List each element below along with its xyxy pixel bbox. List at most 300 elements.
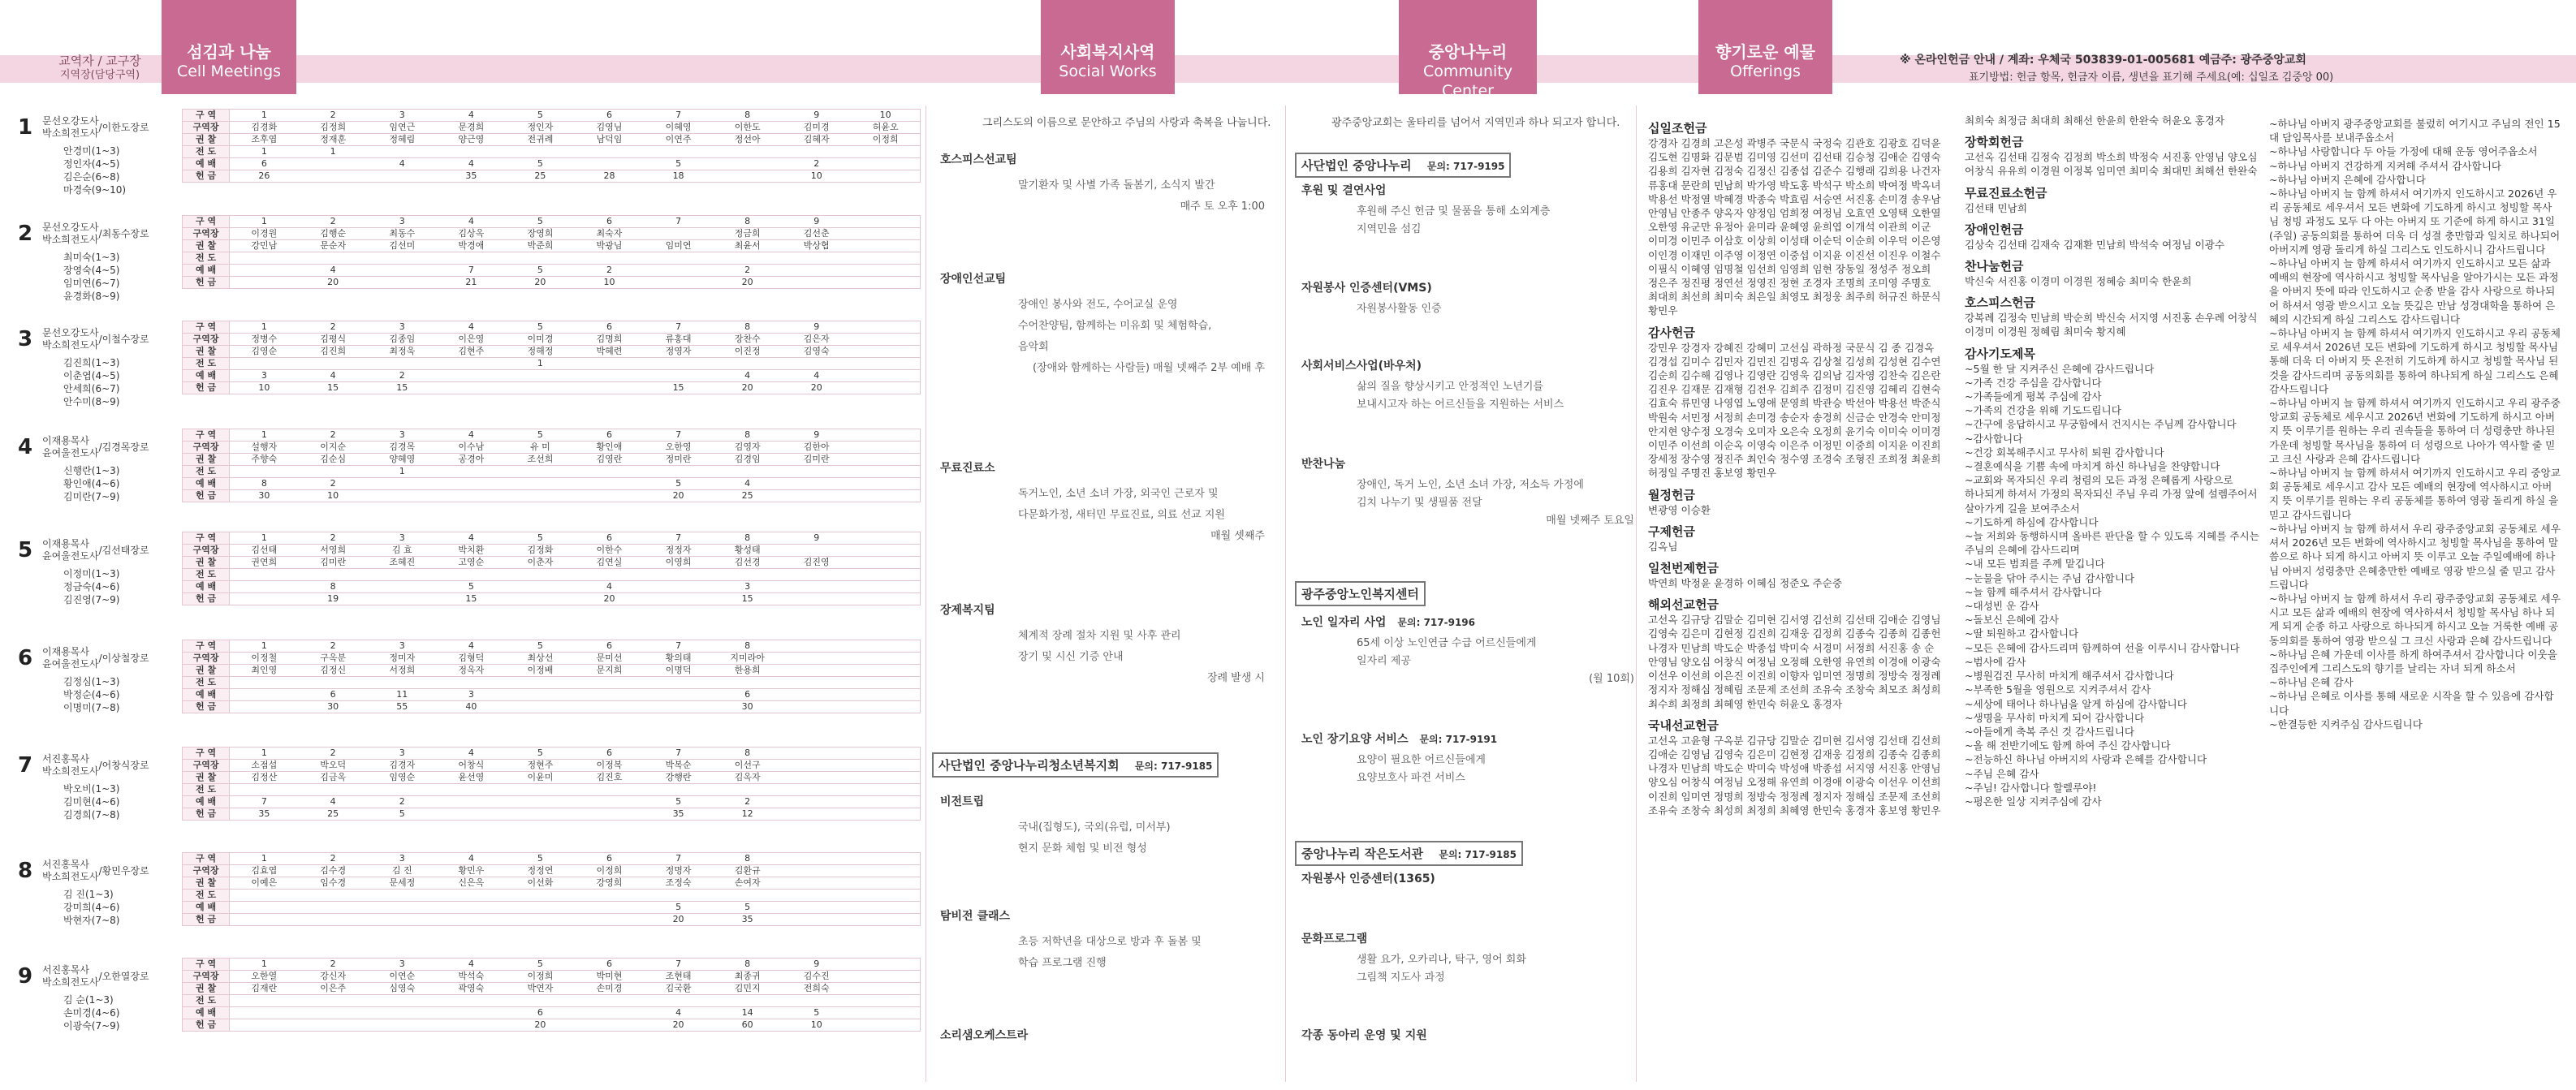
table-cell bbox=[506, 478, 575, 490]
leader-elder: /오한열장로 bbox=[98, 971, 149, 982]
table-cell: 양근영 bbox=[437, 134, 506, 146]
table-cell bbox=[506, 914, 575, 926]
cc-item-desc: 자원봉사활동 인증 bbox=[1357, 303, 1442, 315]
cc-item-title bbox=[1301, 614, 1634, 630]
table-cell: 20 bbox=[299, 277, 368, 289]
org-name: 중앙나누리 작은도서관 bbox=[1301, 847, 1424, 861]
table-cell: 설행자 bbox=[230, 442, 299, 454]
table-cell: 4 bbox=[437, 110, 506, 122]
cell-section bbox=[18, 215, 919, 319]
leader-elder: /최동수장로 bbox=[98, 228, 149, 239]
table-cell bbox=[851, 442, 920, 454]
table-cell: 10 bbox=[851, 110, 920, 122]
table-cell bbox=[782, 265, 851, 277]
section-number: 5 bbox=[18, 538, 33, 562]
table-cell bbox=[575, 382, 644, 394]
table-cell: 20 bbox=[506, 277, 575, 289]
table-cell: 8 bbox=[713, 532, 782, 545]
table-cell: 6 bbox=[575, 853, 644, 865]
table-cell bbox=[506, 677, 575, 689]
row-label: 헌 금 bbox=[183, 914, 230, 926]
table-cell: 1 bbox=[230, 747, 299, 760]
table-cell: 20 bbox=[575, 593, 644, 605]
section-number: 2 bbox=[18, 222, 33, 246]
table-cell bbox=[368, 784, 437, 796]
table-cell: 김옥자 bbox=[713, 772, 782, 784]
table-cell bbox=[368, 593, 437, 605]
table-cell bbox=[851, 466, 920, 478]
table-cell: 정정연 bbox=[506, 865, 575, 877]
cell-table bbox=[182, 109, 921, 183]
table-cell: 5 bbox=[782, 1007, 851, 1019]
table-cell: 4 bbox=[299, 370, 368, 382]
table-cell: 3 bbox=[368, 640, 437, 653]
section-leader bbox=[42, 327, 188, 351]
row-label: 예 배 bbox=[183, 265, 230, 277]
table-cell: 9 bbox=[782, 110, 851, 122]
table-cell: 김영란 bbox=[575, 454, 644, 466]
table-cell: 55 bbox=[368, 701, 437, 713]
table-cell bbox=[851, 454, 920, 466]
cc-item-title: 자원봉사 인증센터(VMS) bbox=[1301, 282, 1432, 295]
table-cell: 2 bbox=[368, 796, 437, 808]
cell-table bbox=[182, 215, 921, 289]
table-cell bbox=[851, 158, 920, 170]
section-number: 3 bbox=[18, 327, 33, 351]
table-cell bbox=[782, 593, 851, 605]
table-cell bbox=[782, 689, 851, 701]
table-cell bbox=[851, 701, 920, 713]
offering-names: 최희숙 최정금 최대희 최해선 한윤희 한완숙 허윤오 홍경자 bbox=[1965, 114, 2224, 127]
row-label: 헌 금 bbox=[183, 808, 230, 821]
table-cell: 김영자 bbox=[713, 442, 782, 454]
row-label: 전 도 bbox=[183, 146, 230, 158]
sw-item-schedule: 매월 셋째주 bbox=[1210, 530, 1265, 542]
table-cell: 조후엽 bbox=[230, 134, 299, 146]
table-row bbox=[183, 429, 921, 442]
table-cell: 10 bbox=[782, 170, 851, 183]
leader-pastors: 문선오강도사 박소희전도사 bbox=[42, 222, 99, 245]
leader-elder: /황민우장로 bbox=[98, 865, 149, 877]
table-cell: 이정철 bbox=[230, 653, 299, 665]
table-cell: 4 bbox=[437, 640, 506, 653]
table-cell: 김선경 bbox=[713, 557, 782, 569]
table-cell: 이연주 bbox=[644, 134, 713, 146]
table-cell bbox=[782, 466, 851, 478]
table-cell bbox=[368, 569, 437, 581]
table-cell: 2 bbox=[782, 158, 851, 170]
offering-names: 강복례 김정숙 민남희 박순희 박신숙 서지영 서진홍 손우례 어창식 이경미 이경원 정혜림 최미숙 황지혜 bbox=[1965, 312, 2258, 338]
table-cell bbox=[506, 146, 575, 158]
section-number: 6 bbox=[18, 646, 33, 670]
row-label: 예 배 bbox=[183, 796, 230, 808]
table-cell bbox=[644, 228, 713, 240]
table-cell: 박경애 bbox=[437, 240, 506, 252]
table-cell bbox=[437, 252, 506, 265]
table-cell: 정선아 bbox=[713, 134, 782, 146]
row-label: 구역장 bbox=[183, 760, 230, 772]
table-cell: 김금옥 bbox=[299, 772, 368, 784]
table-cell bbox=[230, 890, 299, 902]
table-cell: 8 bbox=[713, 640, 782, 653]
leader-elder: /이철수장로 bbox=[98, 334, 149, 345]
table-cell: 손여자 bbox=[713, 877, 782, 890]
cell-section bbox=[18, 532, 919, 635]
table-cell: 이정희 bbox=[851, 134, 920, 146]
table-cell: 김미란 bbox=[782, 454, 851, 466]
row-label: 권 찰 bbox=[183, 877, 230, 890]
table-cell: 김명희 bbox=[575, 334, 644, 346]
table-cell: 5 bbox=[644, 478, 713, 490]
row-label: 구역장 bbox=[183, 442, 230, 454]
cc-item-sponsorship bbox=[1301, 182, 1634, 239]
table-cell bbox=[575, 252, 644, 265]
table-cell bbox=[713, 158, 782, 170]
youth-welfare-phone: 문의: 717-9185 bbox=[1134, 760, 1213, 772]
table-cell: 35 bbox=[713, 914, 782, 926]
table-cell bbox=[782, 146, 851, 158]
table-cell: 19 bbox=[299, 593, 368, 605]
table-cell bbox=[368, 478, 437, 490]
table-cell: 강신자 bbox=[299, 971, 368, 983]
table-cell bbox=[368, 1019, 437, 1032]
cc-item-clubs bbox=[1301, 1027, 1634, 1048]
table-row bbox=[183, 1007, 921, 1019]
table-cell: 21 bbox=[437, 277, 506, 289]
table-cell: 김혜자 bbox=[782, 134, 851, 146]
table-cell: 이한수 bbox=[575, 545, 644, 557]
table-cell: 구옥분 bbox=[299, 653, 368, 665]
table-cell: 6 bbox=[575, 429, 644, 442]
table-cell: 6 bbox=[575, 640, 644, 653]
table-cell bbox=[644, 370, 713, 382]
table-cell: 9 bbox=[782, 216, 851, 228]
table-cell bbox=[851, 784, 920, 796]
table-cell bbox=[437, 677, 506, 689]
table-cell: 3 bbox=[368, 216, 437, 228]
section-number: 7 bbox=[18, 753, 33, 778]
table-cell: 40 bbox=[437, 701, 506, 713]
table-cell: 정해정 bbox=[506, 346, 575, 358]
table-cell: 5 bbox=[506, 747, 575, 760]
table-cell: 김연실 bbox=[575, 557, 644, 569]
table-cell: 6 bbox=[575, 216, 644, 228]
table-cell: 4 bbox=[713, 370, 782, 382]
table-cell: 서영희 bbox=[299, 545, 368, 557]
section-leader bbox=[42, 222, 188, 246]
sw-item-title: 장애인선교팀 bbox=[940, 273, 1007, 286]
table-cell: 18 bbox=[644, 170, 713, 183]
table-cell: 윤선영 bbox=[437, 772, 506, 784]
table-cell bbox=[368, 677, 437, 689]
table-cell: 김진희 bbox=[299, 346, 368, 358]
table-cell: 3 bbox=[437, 689, 506, 701]
table-cell: 문미선 bbox=[575, 653, 644, 665]
table-cell: 김현주 bbox=[437, 346, 506, 358]
table-cell: 25 bbox=[299, 808, 368, 821]
sw-item-title: 소리샘오케스트라 bbox=[940, 1029, 1029, 1042]
table-cell: 이지순 bbox=[299, 442, 368, 454]
cc-item-1365 bbox=[1301, 870, 1634, 891]
table-cell bbox=[644, 677, 713, 689]
cell-table bbox=[182, 852, 921, 926]
table-cell: 7 bbox=[644, 110, 713, 122]
table-cell bbox=[644, 995, 713, 1007]
table-cell: 정혜림 bbox=[368, 134, 437, 146]
org-phone: 문의: 717-9195 bbox=[1426, 161, 1505, 172]
row-label: 권 찰 bbox=[183, 665, 230, 677]
table-cell: 김정화 bbox=[506, 545, 575, 557]
table-cell: 김수경 bbox=[299, 865, 368, 877]
table-cell: 20 bbox=[713, 382, 782, 394]
table-cell: 황의태 bbox=[644, 653, 713, 665]
table-cell bbox=[437, 478, 506, 490]
table-cell bbox=[230, 593, 299, 605]
table-cell bbox=[851, 689, 920, 701]
table-cell bbox=[506, 689, 575, 701]
table-cell: 임수경 bbox=[299, 877, 368, 890]
offering-heading: 국내선교헌금 bbox=[1648, 717, 1719, 733]
table-cell bbox=[713, 358, 782, 370]
table-cell bbox=[851, 865, 920, 877]
row-label: 전 도 bbox=[183, 784, 230, 796]
table-row bbox=[183, 760, 921, 772]
table-cell: 4 bbox=[575, 581, 644, 593]
table-cell bbox=[575, 689, 644, 701]
table-cell bbox=[230, 358, 299, 370]
table-row bbox=[183, 122, 921, 134]
sw-item-desc: 말기환자 및 사별 가족 돌봄기, 소식지 발간 bbox=[1018, 179, 1215, 192]
table-cell bbox=[506, 701, 575, 713]
table-cell: 김정신 bbox=[299, 665, 368, 677]
offering-names: 김상숙 김선태 김재숙 김재환 민남희 박석숙 여정님 이광수 bbox=[1965, 238, 2224, 251]
cell-table bbox=[182, 532, 921, 605]
table-cell bbox=[851, 640, 920, 653]
table-cell: 유 미 bbox=[506, 442, 575, 454]
tab-ko: 중앙나누리 bbox=[1428, 42, 1508, 62]
section-district-leaders: 김진희(1~3) 이춘엽(4~5) 안세희(6~7) 안수미(8~9) bbox=[63, 357, 120, 407]
row-label: 전 도 bbox=[183, 358, 230, 370]
table-cell: 공경아 bbox=[437, 454, 506, 466]
section-leader bbox=[42, 538, 188, 562]
table-cell: 20 bbox=[644, 490, 713, 502]
table-cell: 손미경 bbox=[575, 983, 644, 995]
table-cell bbox=[713, 890, 782, 902]
row-label: 권 찰 bbox=[183, 983, 230, 995]
sw-item-title: 비전트립 bbox=[940, 795, 985, 808]
offering-heading: 해외선교헌금 bbox=[1648, 597, 1719, 613]
offering-names: 김옥님 bbox=[1648, 540, 1678, 553]
table-cell bbox=[644, 569, 713, 581]
table-cell: 25 bbox=[713, 490, 782, 502]
table-cell: 김종임 bbox=[368, 334, 437, 346]
table-row bbox=[183, 265, 921, 277]
table-cell: 박상협 bbox=[782, 240, 851, 252]
table-cell bbox=[644, 277, 713, 289]
table-cell bbox=[851, 772, 920, 784]
table-cell bbox=[851, 808, 920, 821]
table-cell bbox=[437, 902, 506, 914]
table-cell bbox=[713, 784, 782, 796]
table-cell bbox=[368, 890, 437, 902]
sw-item-title: 장제복지팀 bbox=[940, 604, 995, 617]
table-cell: 3 bbox=[368, 747, 437, 760]
table-cell bbox=[230, 677, 299, 689]
table-cell bbox=[575, 490, 644, 502]
sw-item-title: 무료진료소 bbox=[940, 462, 995, 475]
table-cell bbox=[644, 689, 713, 701]
table-cell bbox=[851, 959, 920, 971]
table-cell: 5 bbox=[506, 640, 575, 653]
table-cell bbox=[575, 146, 644, 158]
table-cell: 1 bbox=[230, 216, 299, 228]
table-cell: 9 bbox=[782, 429, 851, 442]
table-cell bbox=[851, 216, 920, 228]
table-cell bbox=[851, 853, 920, 865]
table-cell bbox=[851, 346, 920, 358]
table-cell bbox=[782, 890, 851, 902]
table-cell: 이한도 bbox=[713, 122, 782, 134]
sw-item-free-clinic bbox=[940, 459, 1265, 547]
table-cell: 2 bbox=[713, 796, 782, 808]
table-cell: 김경임 bbox=[713, 454, 782, 466]
table-cell: 3 bbox=[230, 370, 299, 382]
table-cell bbox=[506, 382, 575, 394]
table-cell bbox=[230, 914, 299, 926]
table-cell bbox=[851, 170, 920, 183]
table-cell bbox=[782, 545, 851, 557]
cc-item-title-text: 노인 장기요양 서비스 bbox=[1301, 733, 1409, 746]
table-cell: 1 bbox=[230, 853, 299, 865]
org-phone: 문의: 717-9185 bbox=[1439, 849, 1517, 860]
row-label: 구 역 bbox=[183, 110, 230, 122]
youth-welfare-box bbox=[932, 752, 1219, 778]
table-cell: 8 bbox=[713, 747, 782, 760]
table-cell: 한용희 bbox=[713, 665, 782, 677]
table-cell bbox=[506, 890, 575, 902]
table-row bbox=[183, 865, 921, 877]
table-cell: 문지희 bbox=[575, 665, 644, 677]
table-cell bbox=[368, 995, 437, 1007]
table-row bbox=[183, 890, 921, 902]
table-cell: 곽영숙 bbox=[437, 983, 506, 995]
table-cell bbox=[851, 370, 920, 382]
sw-item-vision-trip bbox=[940, 793, 1265, 860]
table-cell bbox=[575, 358, 644, 370]
table-cell: 9 bbox=[782, 321, 851, 334]
leader-elder: /이한도장로 bbox=[98, 122, 149, 133]
table-cell: 8 bbox=[230, 478, 299, 490]
section-district-leaders: 박오비(1~3) 김미현(4~6) 김경희(7~8) bbox=[63, 783, 120, 821]
table-cell: 김 효 bbox=[368, 545, 437, 557]
table-cell: 강행란 bbox=[644, 772, 713, 784]
offering-heading: 십일조헌금 bbox=[1648, 121, 1707, 136]
table-cell bbox=[851, 321, 920, 334]
table-cell: 김민지 bbox=[713, 983, 782, 995]
table-row bbox=[183, 853, 921, 865]
table-cell: 7 bbox=[644, 532, 713, 545]
table-cell bbox=[368, 1007, 437, 1019]
cc-item-title: 각종 동아리 운영 및 지원 bbox=[1301, 1029, 1427, 1042]
table-cell: 이미경 bbox=[506, 334, 575, 346]
table-cell bbox=[575, 890, 644, 902]
offering-heading: 찬나눔헌금 bbox=[1965, 259, 2024, 274]
table-cell bbox=[644, 265, 713, 277]
table-cell: 박치환 bbox=[437, 545, 506, 557]
table-cell: 김선춘 bbox=[782, 228, 851, 240]
table-cell: 2 bbox=[299, 532, 368, 545]
table-cell bbox=[782, 665, 851, 677]
table-cell: 9 bbox=[782, 532, 851, 545]
table-cell bbox=[851, 593, 920, 605]
table-row bbox=[183, 334, 921, 346]
table-cell bbox=[368, 252, 437, 265]
tab-ko: 향기로운 예물 bbox=[1715, 42, 1815, 62]
sw-item-funeral bbox=[940, 601, 1265, 689]
table-cell: 김상옥 bbox=[437, 228, 506, 240]
sw-item-schedule: (장애와 함께하는 사람들) 매월 넷째주 2부 예배 후 bbox=[1033, 362, 1265, 374]
table-row bbox=[183, 146, 921, 158]
table-cell bbox=[506, 593, 575, 605]
leader-legend bbox=[47, 54, 153, 83]
table-cell bbox=[368, 170, 437, 183]
row-label: 헌 금 bbox=[183, 382, 230, 394]
table-cell: 10 bbox=[230, 382, 299, 394]
section-district-leaders: 김 진(1~3) 강미희(4~6) 박현자(7~8) bbox=[63, 889, 120, 926]
org-name: 사단법인 중앙나누리 bbox=[1301, 158, 1412, 173]
table-cell: 김행순 bbox=[299, 228, 368, 240]
row-label: 구 역 bbox=[183, 216, 230, 228]
table-cell: 김진영 bbox=[782, 557, 851, 569]
sw-item-desc: 초등 저학년을 대상으로 방과 후 돌봄 및 학습 프로그램 진행 bbox=[1018, 936, 1202, 969]
table-cell bbox=[782, 701, 851, 713]
table-cell: 지미라아 bbox=[713, 653, 782, 665]
table-row bbox=[183, 158, 921, 170]
sw-item-schedule: 매주 토 오후 1:00 bbox=[1180, 200, 1265, 213]
table-cell: 15 bbox=[713, 593, 782, 605]
table-cell bbox=[713, 146, 782, 158]
table-cell bbox=[506, 796, 575, 808]
table-cell: 20 bbox=[782, 382, 851, 394]
table-cell: 25 bbox=[506, 170, 575, 183]
table-cell bbox=[851, 677, 920, 689]
row-label: 예 배 bbox=[183, 370, 230, 382]
table-cell: 조선희 bbox=[506, 454, 575, 466]
table-cell: 김효엽 bbox=[230, 865, 299, 877]
table-cell: 7 bbox=[644, 747, 713, 760]
table-cell bbox=[506, 808, 575, 821]
offering-heading: 무료진료소헌금 bbox=[1965, 185, 2047, 200]
offering-names: 변광영 이승환 bbox=[1648, 503, 1711, 516]
table-cell: 박혜련 bbox=[575, 346, 644, 358]
table-cell bbox=[782, 784, 851, 796]
org-box-nanuri bbox=[1295, 153, 1511, 178]
section-leader bbox=[42, 964, 188, 989]
table-cell: 이선구 bbox=[713, 760, 782, 772]
table-cell bbox=[299, 170, 368, 183]
table-cell: 3 bbox=[713, 581, 782, 593]
table-cell: 1 bbox=[230, 110, 299, 122]
table-cell: 남덕임 bbox=[575, 134, 644, 146]
table-cell: 7 bbox=[437, 265, 506, 277]
table-cell bbox=[851, 747, 920, 760]
table-row bbox=[183, 593, 921, 605]
table-cell: 5 bbox=[644, 796, 713, 808]
cell-table bbox=[182, 640, 921, 713]
cc-item-desc: 요양이 필요한 어르신들에게 요양보호사 파견 서비스 bbox=[1357, 754, 1486, 784]
table-cell bbox=[368, 358, 437, 370]
table-cell: 김선태 bbox=[230, 545, 299, 557]
